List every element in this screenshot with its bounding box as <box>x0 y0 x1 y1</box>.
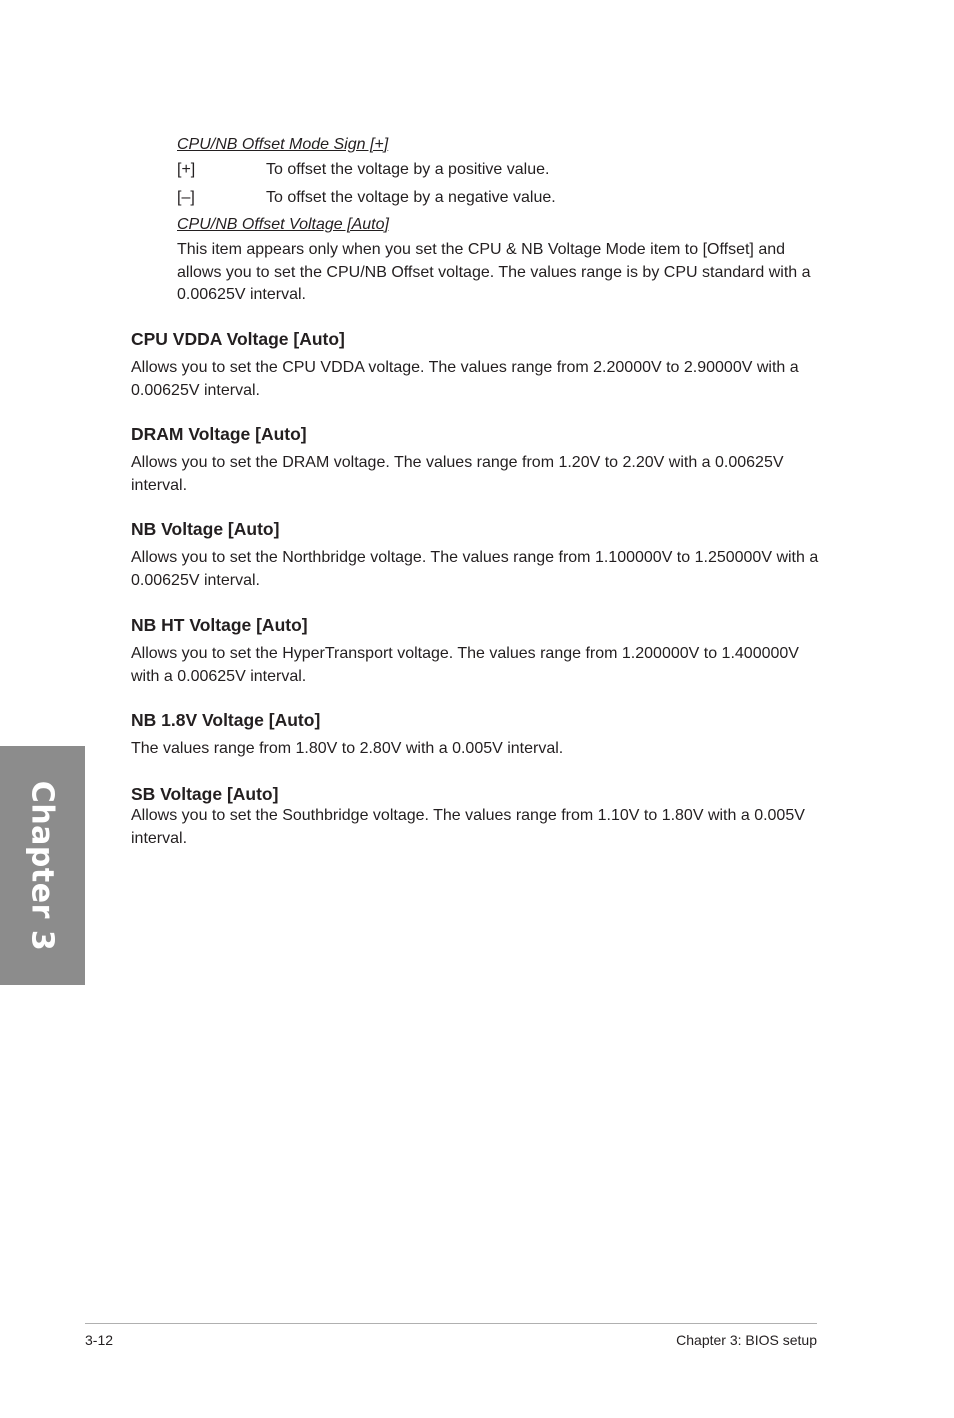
chapter-side-tab <box>0 746 85 985</box>
option-key-positive: [+] <box>177 161 196 178</box>
section-body-nb-ht-voltage: Allows you to set the HyperTransport voltage. The values range from 1.200000V to 1.400000V with a 0.00625V interval. <box>131 645 799 685</box>
chapter-tab-label: Chapter 3 <box>24 780 60 952</box>
sub-item-body-offset-voltage: This item appears only when you set the CPU & NB Voltage Mode item to [Offset] and allows you to set the CPU/NB Offset voltage. The values range is by CPU standard with a 0.00625V interval. <box>177 241 811 303</box>
footer-page-number: 3-12 <box>85 1332 114 1348</box>
option-desc-negative: To offset the voltage by a negative value. <box>266 189 556 206</box>
section-heading-nb-ht-voltage: NB HT Voltage [Auto] <box>131 615 308 635</box>
footer-divider <box>85 1323 817 1324</box>
option-desc-positive: To offset the voltage by a positive value. <box>266 161 550 178</box>
section-heading-nb-voltage: NB Voltage [Auto] <box>131 519 280 539</box>
section-heading-sb-voltage: SB Voltage [Auto] <box>131 784 279 804</box>
option-key-negative: [–] <box>177 189 195 206</box>
sub-item-title-offset-voltage: CPU/NB Offset Voltage [Auto] <box>177 216 389 233</box>
section-heading-dram-voltage: DRAM Voltage [Auto] <box>131 424 307 444</box>
section-heading-nb-18v-voltage: NB 1.8V Voltage [Auto] <box>131 710 321 730</box>
section-body-nb-18v-voltage: The values range from 1.80V to 2.80V with a 0.005V interval. <box>131 740 564 757</box>
section-heading-cpu-vdda-voltage: CPU VDDA Voltage [Auto] <box>131 329 345 349</box>
section-body-cpu-vdda-voltage: Allows you to set the CPU VDDA voltage. The values range from 2.20000V to 2.90000V with a 0.00625V interval. <box>131 359 799 399</box>
section-body-nb-voltage: Allows you to set the Northbridge voltage. The values range from 1.100000V to 1.250000V with a 0.00625V interval. <box>131 549 819 589</box>
sub-item-title-offset-mode-sign: CPU/NB Offset Mode Sign [+] <box>177 136 389 153</box>
section-body-sb-voltage: Allows you to set the Southbridge voltage. The values range from 1.10V to 1.80V with a 0.005V interval. <box>131 807 805 847</box>
footer-chapter-title: Chapter 3: BIOS setup <box>676 1332 817 1348</box>
section-body-dram-voltage: Allows you to set the DRAM voltage. The values range from 1.20V to 2.20V with a 0.00625V interval. <box>131 454 784 494</box>
